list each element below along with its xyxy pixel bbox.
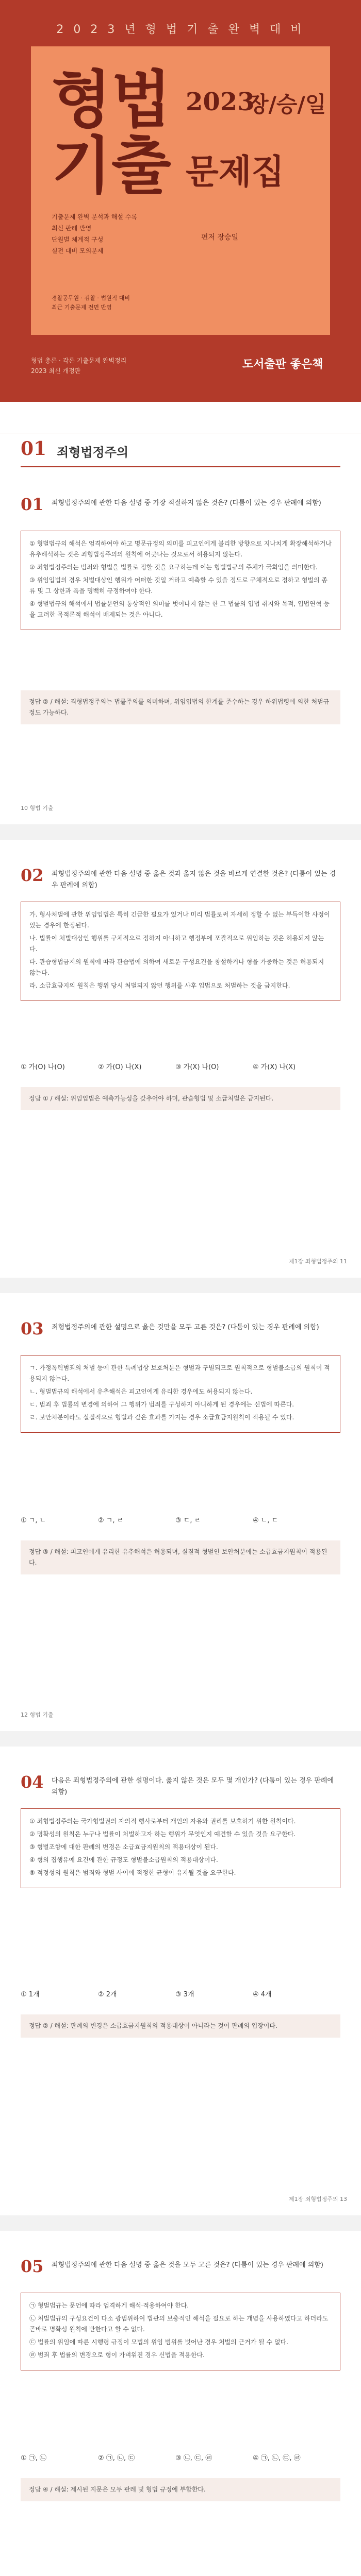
question-text: 죄형법정주의에 관한 설명으로 옳은 것만을 모두 고른 것은? (다툼이 있는 경우 판례에 의함) [52,1324,319,1331]
choice-item: ㉢ 법률의 위임에 따른 시행령 규정이 모법의 위임 범위를 벗어난 경우 처벌의 근거가 될 수 없다. [29,2338,288,2346]
page-divider [0,2215,361,2231]
cover-bottom-line: 최근 기출문제 전면 반영 [52,304,112,311]
cover-author: 편저 장승일 [201,233,239,242]
choice-item: ㄹ. 보안처분이라도 실질적으로 형벌과 같은 효과를 가지는 경우 소급효금지원칙이 적용될 수 있다. [29,1414,294,1421]
choice-item: ① 형벌법규의 해석은 엄격하여야 하고 명문규정의 의미를 피고인에게 불리한 방향으로 지나치게 확장해석하거나 유추해석하는 것은 죄형법정주의의 원칙에 어긋나는 것으로서 허용되지 않는다. [29,540,332,558]
cover-feature: 실전 대비 모의문제 [52,247,104,255]
choice-item: ④ 형의 집행유예 요건에 관한 규정도 형벌불소급원칙의 적용대상이다. [29,1856,218,1863]
choice-item: ㄷ. 범죄 후 법률의 변경에 의하여 그 행위가 범죄를 구성하지 아니하게 된 경우에는 신법에 따른다. [29,1401,294,1408]
question-text: 죄형법정주의에 관한 다음 설명 중 옳은 것과 옳지 않은 것을 바르게 연결한 것은? (다툼이 있는 경우 판례에 의함) [52,870,336,889]
question-block [21,866,340,1226]
option[interactable]: ④ ㄴ, ㄷ [253,1517,278,1524]
chapter-number: 01 [21,438,47,460]
option[interactable]: ② 2개 [98,1991,117,1998]
cover-top-text: 2 0 2 3 년 형 법 기 출 완 벽 대 비 [56,23,305,36]
question-number: 04 [21,1772,44,1792]
question-choices-box [21,531,340,630]
cover-title: 형법 기출 [52,63,171,202]
question-choices-box [21,1355,340,1433]
chapter-header [0,433,361,479]
page-divider [0,1731,361,1747]
answer-options [21,2452,340,2462]
front-cover [0,0,361,402]
answer-explanation: 정답 ② / 해설: 죄형법정주의는 법률주의를 의미하며, 위임입법의 한계를 준수하는 경우 하위법령에 의한 처벌규정도 가능하다. [21,690,340,724]
cover-footer [31,355,126,376]
answer-explanation: 정답 ① / 해설: 위임입법은 예측가능성을 갖추어야 하며, 관습형법 및 소급처벌은 금지된다. [21,1087,340,1110]
answer-options [21,1989,340,1998]
cover-panel [31,46,330,335]
option[interactable]: ② ㄱ, ㄹ [98,1517,124,1524]
question-text: 죄형법정주의에 관한 다음 설명 중 가장 적절하지 않은 것은? (다툼이 있는 경우 판례에 의함) [52,499,321,507]
choice-item: 다. 관습형법금지의 원칙에 따라 관습법에 의하여 새로운 구성요건을 창설하거나 형을 가중하는 것은 허용되지 않는다. [29,958,324,976]
question-block [21,2257,340,2576]
question-block [21,1772,340,2164]
option[interactable]: ① ㉠, ㉡ [21,2454,47,2462]
option[interactable]: ④ 가(X) 나(X) [253,1063,296,1071]
question-number: 05 [21,2257,44,2276]
option[interactable]: ③ 가(X) 나(O) [175,1063,219,1071]
cover-footer-line: 2023 최신 개정판 [31,367,81,375]
question-block [21,1319,340,1680]
chapter-rule [21,466,340,467]
page-number: 제1장 죄형법정주의 11 [289,1258,347,1265]
cover-bottom-line: 경찰공무원 · 검찰 · 법원직 대비 [52,295,130,301]
choice-item: ② 죄형법정주의는 범죄와 형벌을 법률로 정할 것을 요구하는데 이는 형벌법규의 주체가 국회임을 의미한다. [29,564,318,571]
cover-subtitle-2: 문제집 [186,152,285,192]
answer-options [21,1515,340,1524]
question-choices-box [21,2293,340,2370]
cover-feature: 단원별 체계적 구성 [52,236,104,243]
question-choices-box [21,902,340,1001]
option[interactable]: ④ 4개 [253,1991,272,1998]
option[interactable]: ② 가(O) 나(X) [98,1063,142,1071]
option[interactable]: ① 가(O) 나(O) [21,1063,65,1071]
page-divider [0,824,361,840]
choice-item: 나. 법률이 처벌대상인 행위를 구체적으로 정하지 아니하고 행정부에 포괄적으로 위임하는 것은 허용되지 않는다. [29,935,324,953]
chapter-title: 죄형법정주의 [57,445,129,460]
choice-item: ㉠ 형벌법규는 문언에 따라 엄격하게 해석·적용하여야 한다. [29,2302,189,2309]
cover-subtitle: 장/승/일 [248,92,326,117]
question-text: 죄형법정주의에 관한 다음 설명 중 옳은 것을 모두 고른 것은? (다툼이 있는 경우 판례에 의함) [52,2261,323,2269]
question-number: 01 [21,495,44,514]
question-block [21,495,340,773]
choice-item: ③ 형벌조항에 대한 판례의 변경은 소급효금지원칙의 적용대상이 된다. [29,1843,218,1851]
page-number: 제1장 죄형법정주의 13 [289,2196,347,2202]
option[interactable]: ① 1개 [21,1991,40,1998]
page-divider [0,1278,361,1293]
cover-bottom-lines [52,294,130,312]
cover-footer-line: 형법 총론 · 각론 기출문제 완벽정리 [31,357,127,364]
choice-item: 가. 형사처벌에 관한 위임입법은 특히 긴급한 필요가 있거나 미리 법률로써 자세히 정할 수 없는 부득이한 사정이 있는 경우에 한정된다. [29,911,330,929]
answer-options [21,1061,340,1071]
choice-item: ⑤ 적정성의 원칙은 범죄와 형벌 사이에 적정한 균형이 유지될 것을 요구한다. [29,1869,236,1876]
choice-item: ㉣ 범죄 후 법률의 변경으로 형이 가벼워진 경우 신법을 적용한다. [29,2351,205,2359]
option[interactable]: ② ㉠, ㉡, ㉢ [98,2454,135,2462]
choice-item: ④ 형벌법규의 해석에서 법률문언의 통상적인 의미를 벗어나지 않는 한 그 법률의 입법 취지와 목적, 입법연혁 등을 고려한 목적론적 해석이 배제되는 것은 아니다. [29,600,330,618]
choice-item: ① 죄형법정주의는 국가형벌권의 자의적 행사로부터 개인의 자유와 권리를 보호하기 위한 원칙이다. [29,1818,296,1825]
question-text: 다음은 죄형법정주의에 관한 설명이다. 옳지 않은 것은 모두 몇 개인가? (다툼이 있는 경우 판례에 의함) [52,1777,334,1796]
option[interactable]: ③ ㄷ, ㄹ [175,1517,201,1524]
publisher-logo: 도서출판 좋은책 [242,358,323,371]
question-choices-box [21,1808,340,1888]
cover-feature: 최신 판례 반영 [52,225,92,232]
option[interactable]: ④ ㉠, ㉡, ㉢, ㉣ [253,2454,301,2462]
choice-item: ③ 위임입법의 경우 처벌대상인 행위가 어떠한 것일 거라고 예측할 수 있을 정도로 구체적으로 정하고 형벌의 종류 및 그 상한과 폭을 명백히 규정하여야 한다. [29,577,328,595]
choice-item: ② 명확성의 원칙은 누구나 법률이 처벌하고자 하는 행위가 무엇인지 예견할 수 있을 것을 요구한다. [29,1831,296,1838]
cover-feature: 기출문제 완벽 분석과 해설 수록 [52,213,137,221]
cover-year: 2023 [186,88,255,116]
choice-item: ㄴ. 형벌법규의 해석에서 유추해석은 피고인에게 유리한 경우에도 허용되지 않는다. [29,1388,253,1395]
option[interactable]: ① ㄱ, ㄴ [21,1517,46,1524]
option[interactable]: ③ ㉡, ㉢, ㉣ [175,2454,212,2462]
question-number: 03 [21,1319,44,1338]
page-number: 12 형법 기출 [21,1711,54,1718]
answer-explanation: 정답 ④ / 해설: 제시된 지문은 모두 판례 및 형법 규정에 부합한다. [21,2478,340,2501]
question-number: 02 [21,866,44,885]
answer-explanation: 정답 ② / 해설: 판례의 변경은 소급효금지원칙의 적용대상이 아니라는 것이 판례의 입장이다. [21,2014,340,2038]
answer-explanation: 정답 ③ / 해설: 피고인에게 유리한 유추해석은 허용되며, 실질적 형벌인 보안처분에는 소급효금지원칙이 적용된다. [21,1540,340,1574]
choice-item: ㉡ 처벌법규의 구성요건이 다소 광범위하여 법관의 보충적인 해석을 필요로 하는 개념을 사용하였다고 하더라도 곧바로 명확성 원칙에 반한다고 할 수 없다. [29,2315,329,2333]
choice-item: ㄱ. 가정폭력범죄의 처벌 등에 관한 특례법상 보호처분은 형벌과 구별되므로 원칙적으로 형벌불소급의 원칙이 적용되지 않는다. [29,1364,330,1382]
choice-item: 라. 소급효금지의 원칙은 행위 당시 처벌되지 않던 행위를 사후 입법으로 처벌하는 것을 금지한다. [29,982,290,989]
page-number: 10 형법 기출 [21,805,54,811]
cover-feature-list [52,211,175,257]
option[interactable]: ③ 3개 [175,1991,194,1998]
